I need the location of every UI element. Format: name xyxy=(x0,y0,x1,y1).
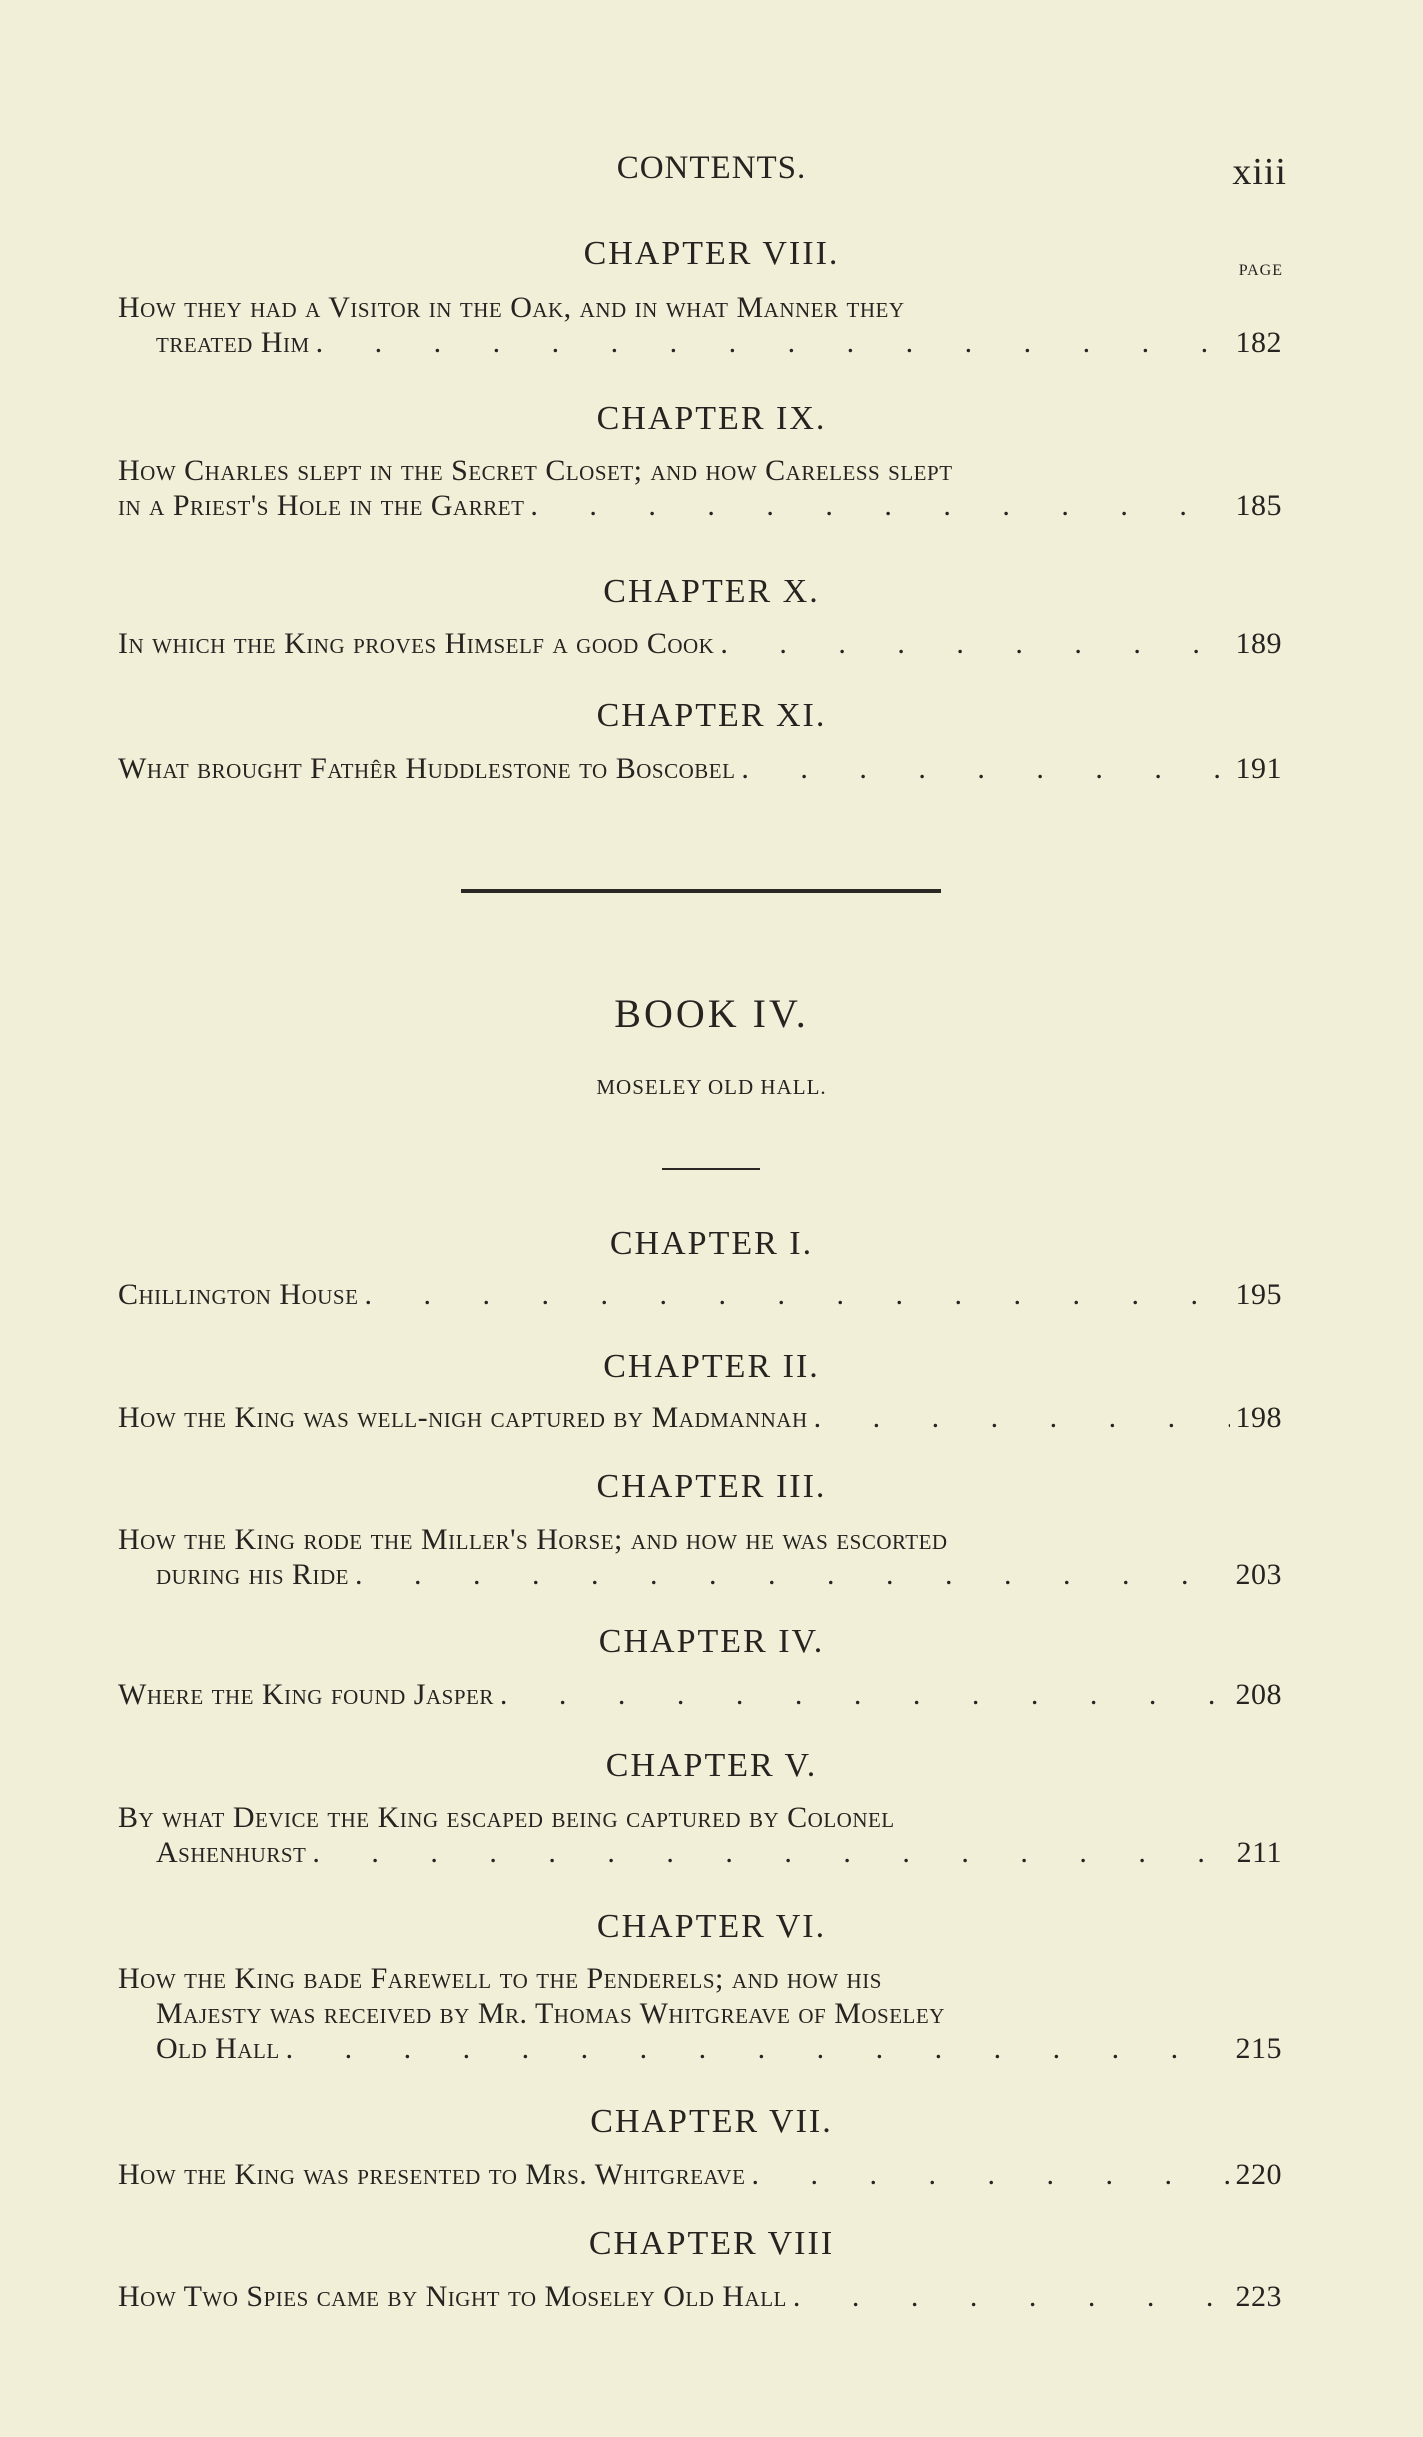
dot-leader xyxy=(312,1835,1230,1870)
page-column-label: PAGE xyxy=(1238,262,1283,279)
dot-leader xyxy=(316,325,1230,360)
chapter-heading: CHAPTER IX. xyxy=(596,400,827,437)
entry-page-number: 208 xyxy=(1235,1678,1282,1711)
toc-entry[interactable] xyxy=(118,1961,1282,2066)
dot-leader xyxy=(814,1400,1230,1435)
dot-leader xyxy=(741,751,1229,786)
chapter-heading: CHAPTER VIII xyxy=(588,2225,835,2262)
running-head-title: CONTENTS. xyxy=(616,150,807,186)
toc-entry[interactable] xyxy=(118,751,1282,786)
entry-page-number: 182 xyxy=(1235,326,1282,359)
entry-title-line: Old Hall xyxy=(156,2032,280,2065)
toc-entry[interactable] xyxy=(118,1800,1282,1870)
book-subtitle: MOSELEY OLD HALL. xyxy=(596,1075,827,1099)
toc-entry[interactable] xyxy=(118,2157,1282,2192)
entry-title-line: How they had a Visitor in the Oak, and in what Manner they xyxy=(118,291,905,324)
toc-entry[interactable] xyxy=(118,1277,1282,1312)
dot-leader xyxy=(530,488,1229,523)
chapter-heading: CHAPTER XI. xyxy=(596,697,827,734)
entry-title-line: in a Priest's Hole in the Garret xyxy=(118,489,525,522)
entry-page-number: 203 xyxy=(1235,1558,1282,1591)
entry-page-number: 191 xyxy=(1235,752,1282,785)
toc-entry[interactable] xyxy=(118,453,1282,523)
toc-entry[interactable] xyxy=(118,1400,1282,1435)
entry-title: In which the King proves Himself a good Cook xyxy=(118,627,715,660)
entry-title-line: Majesty was received by Mr. Thomas Whitgreave of Moseley xyxy=(156,1997,945,2030)
entry-title: Chillington House xyxy=(118,1278,359,1311)
entry-title-line: How the King rode the Miller's Horse; and how he was escorted xyxy=(118,1523,948,1556)
dot-leader xyxy=(355,1557,1230,1592)
chapter-heading: CHAPTER VIII. xyxy=(583,235,840,272)
toc-entry[interactable] xyxy=(118,1522,1282,1592)
dot-leader xyxy=(364,1277,1229,1312)
dot-leader xyxy=(720,626,1229,661)
dot-leader xyxy=(793,2279,1230,2314)
entry-page-number: 189 xyxy=(1235,627,1282,660)
entry-page-number: 220 xyxy=(1235,2158,1282,2191)
toc-entry[interactable] xyxy=(118,2279,1282,2314)
chapter-heading: CHAPTER VI. xyxy=(596,1908,827,1945)
entry-title-line: during his Ride xyxy=(156,1558,349,1591)
entry-page-number: 223 xyxy=(1235,2280,1282,2313)
chapter-heading: CHAPTER IV. xyxy=(598,1623,825,1660)
folio: xiii xyxy=(1232,151,1287,193)
entry-page-number: 198 xyxy=(1235,1401,1282,1434)
entry-title: How the King was well-nigh captured by Madmannah xyxy=(118,1401,808,1434)
chapter-heading: CHAPTER II. xyxy=(603,1348,820,1385)
entry-title: How Two Spies came by Night to Moseley Old Hall xyxy=(118,2280,787,2313)
entry-page-number: 185 xyxy=(1235,489,1282,522)
dot-leader xyxy=(752,2157,1230,2192)
chapter-heading: CHAPTER I. xyxy=(609,1225,814,1262)
chapter-heading: CHAPTER V. xyxy=(605,1747,818,1784)
entry-title-line: How Charles slept in the Secret Closet; and how Careless slept xyxy=(118,454,953,487)
entry-title: How the King was presented to Mrs. Whitgreave xyxy=(118,2158,746,2191)
entry-page-number: 211 xyxy=(1236,1836,1282,1869)
entry-title-line: Ashenhurst xyxy=(156,1836,307,1869)
chapter-heading: CHAPTER X. xyxy=(603,573,820,610)
entry-title: What brought Fathêr Huddlestone to Boscobel xyxy=(118,752,736,785)
entry-title-line: treated Him xyxy=(156,326,310,359)
entry-page-number: 195 xyxy=(1235,1278,1282,1311)
entry-title: Where the King found Jasper xyxy=(118,1678,494,1711)
entry-page-number: 215 xyxy=(1235,2032,1282,2065)
dot-leader xyxy=(500,1677,1230,1712)
chapter-heading: CHAPTER VII. xyxy=(590,2103,833,2140)
chapter-heading: CHAPTER III. xyxy=(596,1468,827,1505)
section-divider xyxy=(461,889,941,893)
dot-leader xyxy=(286,2031,1230,2066)
entry-title-line: How the King bade Farewell to the Penderels; and how his xyxy=(118,1962,882,1995)
toc-entry[interactable] xyxy=(118,1677,1282,1712)
entry-title-line: By what Device the King escaped being captured by Colonel xyxy=(118,1801,895,1834)
toc-entry[interactable] xyxy=(118,290,1282,360)
book-title: BOOK IV. xyxy=(614,991,809,1036)
short-divider xyxy=(662,1168,760,1170)
running-head xyxy=(0,150,1423,200)
toc-entry[interactable] xyxy=(118,626,1282,661)
